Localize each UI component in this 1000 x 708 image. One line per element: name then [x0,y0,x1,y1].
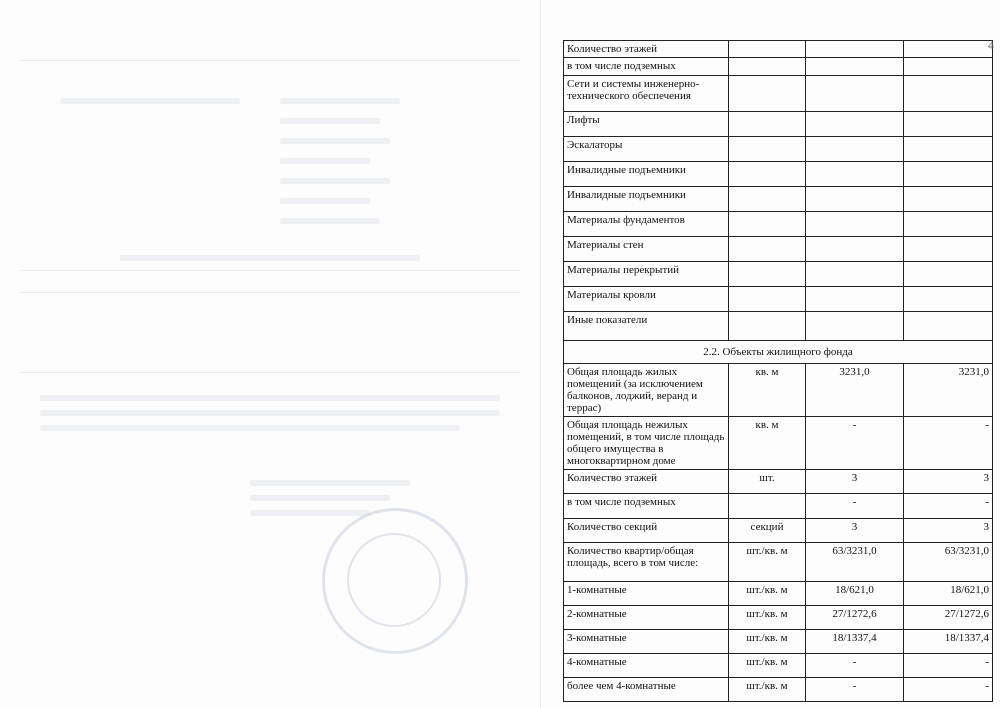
row-unit [729,76,806,112]
row-actual-value [904,58,993,76]
row-label: Инвалидные подъемники [564,162,729,187]
row-unit: шт./кв. м [729,678,806,702]
table-row [564,287,993,312]
table-row [564,630,993,654]
table-row [564,137,993,162]
row-unit [729,41,806,58]
row-actual-value: 18/1337,4 [904,630,993,654]
row-unit: секций [729,519,806,543]
row-label: Инвалидные подъемники [564,187,729,212]
table-row [564,364,993,417]
row-planned-value: 3 [806,470,904,494]
row-unit: шт./кв. м [729,630,806,654]
table-row [564,417,993,470]
row-planned-value [806,137,904,162]
row-actual-value [904,237,993,262]
row-label: в том числе подземных [564,58,729,76]
row-unit [729,162,806,187]
row-label: в том числе подземных [564,494,729,519]
row-actual-value [904,76,993,112]
row-label: Материалы перекрытий [564,262,729,287]
row-planned-value [806,187,904,212]
table-row [564,112,993,137]
row-planned-value [806,41,904,58]
row-actual-value [904,187,993,212]
row-unit [729,237,806,262]
row-unit [729,137,806,162]
building-characteristics-table [563,40,993,702]
table-row [564,654,993,678]
row-label: Количество квартир/общая площадь, всего в том числе: [564,543,729,582]
row-planned-value: 3 [806,519,904,543]
row-label: Материалы фундаментов [564,212,729,237]
row-planned-value: - [806,417,904,470]
row-planned-value: - [806,678,904,702]
row-planned-value: 18/1337,4 [806,630,904,654]
section-title: 2.2. Объекты жилищного фонда [564,341,993,364]
row-actual-value: - [904,654,993,678]
table-row [564,41,993,58]
row-actual-value [904,262,993,287]
row-unit: шт./кв. м [729,654,806,678]
row-unit: шт. [729,470,806,494]
row-actual-value [904,162,993,187]
table-row [564,262,993,287]
table-row [564,470,993,494]
row-actual-value [904,312,993,341]
row-label: Общая площадь нежилых помещений, в том числе площадь общего имущества в многоквартирном доме [564,417,729,470]
row-label: Материалы стен [564,237,729,262]
row-label: Общая площадь жилых помещений (за исключением балконов, лоджий, веранд и террас) [564,364,729,417]
housing-fund-section [564,364,993,702]
row-unit [729,112,806,137]
table-row [564,543,993,582]
table-row [564,212,993,237]
row-planned-value [806,237,904,262]
table-row [564,162,993,187]
row-actual-value [904,287,993,312]
row-unit [729,212,806,237]
table-row [564,606,993,630]
row-actual-value [904,41,993,58]
row-actual-value: 27/1272,6 [904,606,993,630]
row-actual-value [904,212,993,237]
row-unit [729,287,806,312]
row-planned-value: - [806,494,904,519]
row-label: более чем 4-комнатные [564,678,729,702]
table-row [564,76,993,112]
row-unit [729,312,806,341]
row-label: Количество секций [564,519,729,543]
row-unit: шт./кв. м [729,606,806,630]
row-planned-value [806,312,904,341]
table-row [564,187,993,212]
row-label: Лифты [564,112,729,137]
row-planned-value [806,76,904,112]
row-label: 1-комнатные [564,582,729,606]
housing-section-header [564,341,993,364]
row-actual-value [904,137,993,162]
row-planned-value [806,112,904,137]
row-actual-value: 63/3231,0 [904,543,993,582]
row-unit: кв. м [729,364,806,417]
row-unit [729,494,806,519]
row-label: Количество этажей [564,470,729,494]
row-label: Количество этажей [564,41,729,58]
page-fold-line [540,0,541,708]
row-planned-value: 27/1272,6 [806,606,904,630]
row-actual-value: - [904,417,993,470]
row-planned-value [806,262,904,287]
row-unit: шт./кв. м [729,543,806,582]
table-row [564,519,993,543]
table-row [564,678,993,702]
row-planned-value: - [806,654,904,678]
section-title-row [564,341,993,364]
table-row [564,582,993,606]
row-unit [729,262,806,287]
row-planned-value: 3231,0 [806,364,904,417]
table-row [564,494,993,519]
row-unit: кв. м [729,417,806,470]
row-actual-value [904,112,993,137]
row-label: Эскалаторы [564,137,729,162]
row-planned-value [806,162,904,187]
table-row [564,312,993,341]
row-planned-value [806,58,904,76]
row-unit [729,58,806,76]
row-label: Материалы кровли [564,287,729,312]
row-label: Сети и системы инженерно-технического обеспечения [564,76,729,112]
row-label: 3-комнатные [564,630,729,654]
row-planned-value [806,287,904,312]
table-row [564,58,993,76]
row-unit [729,187,806,212]
row-label: 2-комнатные [564,606,729,630]
row-label: 4-комнатные [564,654,729,678]
row-actual-value: - [904,678,993,702]
row-planned-value: 18/621,0 [806,582,904,606]
row-actual-value: 3231,0 [904,364,993,417]
row-planned-value [806,212,904,237]
row-actual-value: - [904,494,993,519]
row-actual-value: 18/621,0 [904,582,993,606]
row-actual-value: 3 [904,470,993,494]
general-parameters-section [564,41,993,341]
row-label: Иные показатели [564,312,729,341]
row-actual-value: 3 [904,519,993,543]
table-row [564,237,993,262]
page-edge-mark: 4 [988,38,994,52]
row-unit: шт./кв. м [729,582,806,606]
row-planned-value: 63/3231,0 [806,543,904,582]
faded-stamp-seal [322,508,468,654]
